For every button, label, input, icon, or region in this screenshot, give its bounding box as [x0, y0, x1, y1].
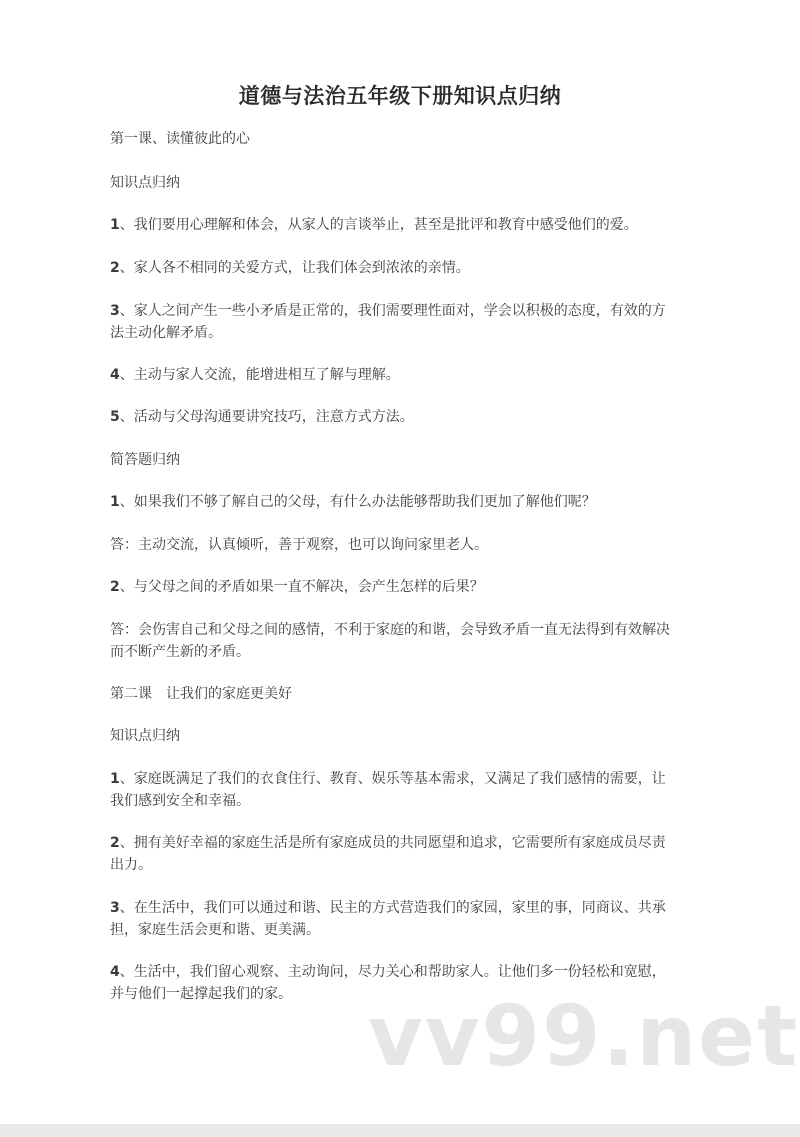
- point-text: 、主动与家人交流，能增进相互了解与理解。: [119, 367, 400, 383]
- question-text: 、与父母之间的矛盾如果一直不解决，会产生怎样的后果？: [119, 579, 484, 595]
- point-number: 2: [110, 260, 120, 276]
- point-text: 、活动与父母沟通要讲究技巧，注意方式方法。: [119, 409, 414, 425]
- lesson1-point-5: [110, 404, 696, 431]
- point-text: 、家人之间产生一些小矛盾是正常的，我们需要理性面对，学会以积极的态度，有效的方: [119, 303, 666, 319]
- point-text: 、拥有美好幸福的家庭生活是所有家庭成员的共同愿望和追求，它需要所有家庭成员尽责: [119, 835, 666, 851]
- page-bottom-strip: [0, 1124, 800, 1137]
- lesson2-point-3-cont: 担，家庭生活会更和谐、更美满。: [110, 922, 320, 938]
- lesson1-question-1: [110, 489, 696, 516]
- lesson1-answer-2: 答：会伤害自己和父母之间的感情，不利于家庭的和谐，会导致矛盾一直无法得到有效解决: [110, 622, 670, 638]
- point-text: 、我们要用心理解和体会，从家人的言谈举止，甚至是批评和教育中感受他们的爱。: [119, 217, 638, 233]
- point-text: 、家庭既满足了我们的衣食住行、教育、娱乐等基本需求，又满足了我们感情的需要，让: [119, 771, 666, 787]
- point-text: 、在生活中，我们可以通过和谐、民主的方式营造我们的家园，家里的事，同商议、共承: [119, 900, 666, 916]
- lesson1-question-2: [110, 574, 696, 601]
- lesson1-point-1: [110, 212, 696, 239]
- point-number: 4: [110, 964, 120, 980]
- lesson2-heading: 第二课 让我们的家庭更美好: [110, 686, 292, 702]
- lesson2-point-4-cont: 并与他们一起撑起我们的家。: [110, 986, 292, 1002]
- lesson1-point-2: [110, 255, 696, 282]
- lesson2-point-1-cont: 我们感到安全和幸福。: [110, 793, 250, 809]
- question-text: 、如果我们不够了解自己的父母，有什么办法能够帮助我们更加了解他们呢？: [119, 494, 596, 510]
- lesson2-point-2-cont: 出力。: [110, 857, 152, 873]
- point-number: 3: [110, 303, 120, 319]
- lesson1-point-4: [110, 362, 696, 389]
- point-number: 1: [110, 771, 120, 787]
- question-number: 1: [110, 494, 120, 510]
- point-number: 3: [110, 900, 120, 916]
- point-text: 、生活中，我们留心观察、主动询问，尽力关心和帮助家人。让他们多一份轻松和宽慰，: [119, 964, 666, 980]
- lesson1-point-3-cont: 法主动化解矛盾。: [110, 325, 222, 341]
- watermark: vv99.net: [368, 987, 800, 1085]
- lesson1-qa-heading: 简答题归纳: [110, 452, 180, 468]
- point-number: 1: [110, 217, 120, 233]
- point-number: 2: [110, 835, 120, 851]
- lesson1-answer-1: 答：主动交流，认真倾听，善于观察，也可以询问家里老人。: [110, 537, 488, 553]
- point-number: 5: [110, 409, 120, 425]
- lesson2-knowledge-heading: 知识点归纳: [110, 728, 180, 744]
- page-title: 道德与法治五年级下册知识点归纳: [238, 84, 562, 108]
- question-number: 2: [110, 579, 120, 595]
- lesson1-answer-2-cont: 而不断产生新的矛盾。: [110, 644, 250, 660]
- lesson1-knowledge-heading: 知识点归纳: [110, 175, 180, 191]
- lesson1-heading: 第一课、读懂彼此的心: [110, 131, 250, 147]
- point-text: 、家人各不相同的关爱方式，让我们体会到浓浓的亲情。: [119, 260, 470, 276]
- point-number: 4: [110, 367, 120, 383]
